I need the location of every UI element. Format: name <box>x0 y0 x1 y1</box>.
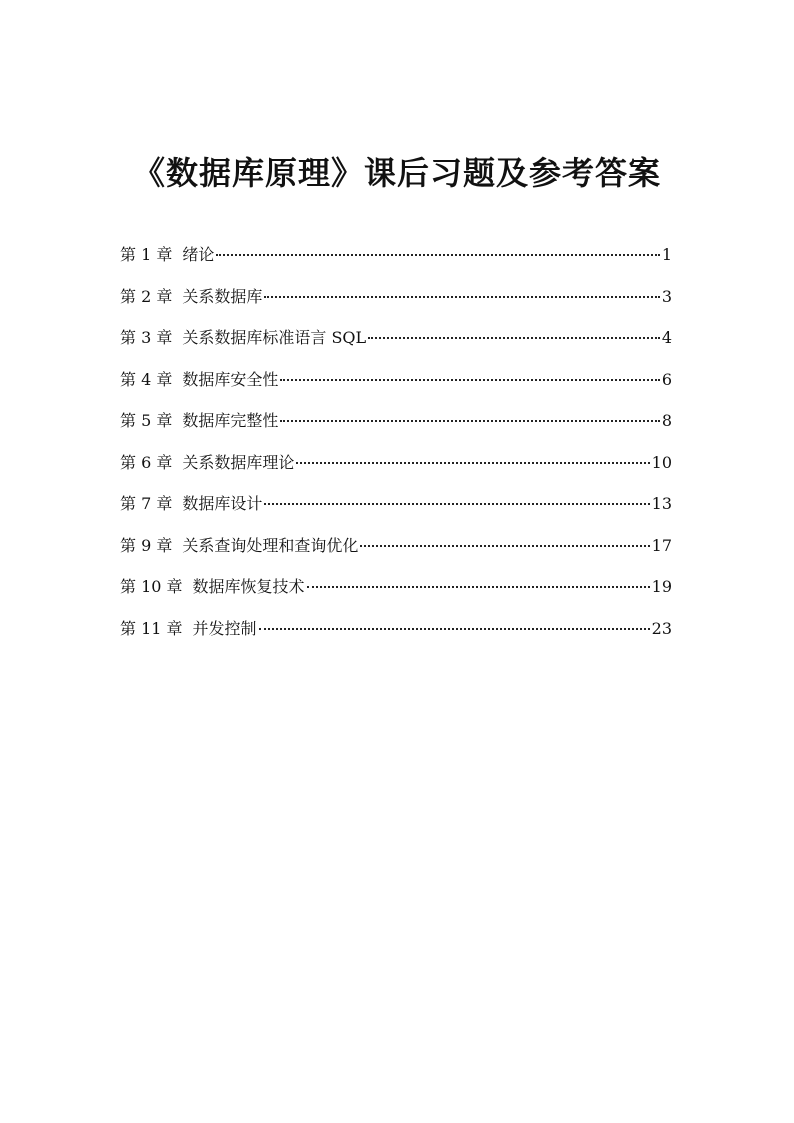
toc-dot-leader <box>368 337 660 339</box>
toc-dot-leader <box>264 296 659 298</box>
toc-entry[interactable] <box>120 400 672 442</box>
toc-entry[interactable] <box>120 234 672 276</box>
toc-chapter-title: 关系数据库 <box>182 286 263 306</box>
toc-dot-leader <box>360 545 649 547</box>
toc-chapter-number: 第 3 章 <box>120 328 173 347</box>
toc-chapter-title: 数据库完整性 <box>182 411 279 430</box>
toc-chapter-title: 数据库恢复技术 <box>192 577 305 596</box>
toc-chapter-number: 第 2 章 <box>120 286 173 306</box>
toc-dot-leader <box>280 379 659 381</box>
toc-entry[interactable] <box>120 276 672 318</box>
toc-dot-leader <box>216 254 659 256</box>
toc-dot-leader <box>296 462 649 464</box>
toc-page-number: 10 <box>651 452 672 472</box>
toc-entry[interactable] <box>120 483 672 525</box>
toc-entry[interactable] <box>120 442 672 484</box>
toc-chapter-title: 并发控制 <box>192 618 257 638</box>
toc-chapter-number: 第 7 章 <box>120 494 173 513</box>
table-of-contents <box>120 234 672 649</box>
toc-chapter-title: 关系数据库标准语言 SQL <box>182 328 367 347</box>
toc-chapter-number: 第 4 章 <box>120 369 173 389</box>
toc-page-number: 4 <box>661 328 672 347</box>
toc-chapter-number: 第 5 章 <box>120 411 173 430</box>
toc-chapter-title: 绪论 <box>182 245 215 264</box>
toc-chapter-number: 第 1 章 <box>120 245 173 264</box>
toc-page-number: 13 <box>651 494 672 513</box>
toc-page-number: 3 <box>661 286 672 306</box>
toc-chapter-number: 第 10 章 <box>120 577 183 596</box>
toc-chapter-number: 第 11 章 <box>120 618 183 638</box>
toc-entry[interactable] <box>120 359 672 401</box>
toc-page-number: 17 <box>651 535 672 555</box>
toc-chapter-title: 数据库设计 <box>182 494 263 513</box>
toc-entry[interactable] <box>120 525 672 567</box>
toc-chapter-title: 关系数据库理论 <box>182 452 295 472</box>
toc-dot-leader <box>280 420 659 422</box>
toc-dot-leader <box>259 628 650 630</box>
toc-page-number: 23 <box>651 618 672 638</box>
toc-page-number: 1 <box>661 245 672 264</box>
toc-page-number: 6 <box>661 369 672 389</box>
toc-chapter-number: 第 9 章 <box>120 535 173 555</box>
toc-dot-leader <box>264 503 649 505</box>
toc-chapter-title: 数据库安全性 <box>182 369 279 389</box>
toc-entry[interactable] <box>120 317 672 359</box>
toc-chapter-title: 关系查询处理和查询优化 <box>182 535 359 555</box>
toc-chapter-number: 第 6 章 <box>120 452 173 472</box>
toc-page-number: 8 <box>661 411 672 430</box>
toc-page-number: 19 <box>651 577 672 596</box>
toc-entry[interactable] <box>120 608 672 650</box>
toc-entry[interactable] <box>120 566 672 608</box>
page-title: 《数据库原理》课后习题及参考答案 <box>132 154 661 193</box>
toc-dot-leader <box>307 586 650 588</box>
